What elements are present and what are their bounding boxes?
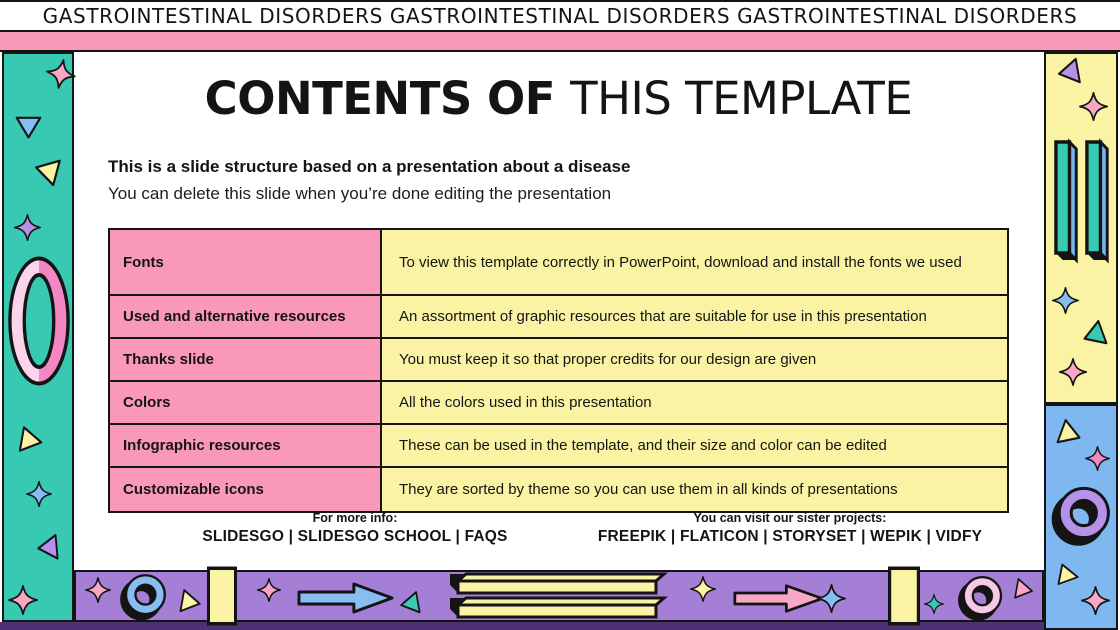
contents-table	[108, 228, 1009, 513]
page-title-bold: CONTENTS OF	[204, 72, 555, 125]
bottom-edge-strip	[0, 622, 1044, 630]
footer-sister-heading: You can visit our sister projects:	[693, 511, 887, 525]
intro-line-1: This is a slide structure based on a presentation about a disease	[108, 157, 631, 176]
table-row-label: Customizable icons	[110, 468, 382, 511]
footer-sister-projects	[570, 511, 1010, 546]
table-row	[110, 425, 1007, 468]
table-row-label: Fonts	[110, 230, 382, 294]
table-row-description: All the colors used in this presentation	[382, 382, 1007, 423]
table-row-description: They are sorted by theme so you can use them in all kinds of presentations	[382, 468, 1007, 511]
table-row	[110, 230, 1007, 296]
table-row-label: Thanks slide	[110, 339, 382, 380]
footer-info-links[interactable]: SLIDESGO | SLIDESGO SCHOOL | FAQS	[202, 528, 508, 545]
table-row-description: These can be used in the template, and their size and color can be edited	[382, 425, 1007, 466]
left-decor-strip	[2, 52, 74, 622]
table-row	[110, 296, 1007, 339]
top-banner-text: GASTROINTESTINAL DISORDERS GASTROINTESTINAL DISORDERS GASTROINTESTINAL DISORDERS	[42, 4, 1078, 28]
page-title	[75, 70, 1042, 128]
footer-more-info	[130, 511, 580, 546]
right-decor-strip-bottom	[1044, 404, 1118, 630]
table-row-description: You must keep it so that proper credits for our design are given	[382, 339, 1007, 380]
top-pink-bar	[0, 30, 1120, 52]
bottom-decor-bar	[74, 570, 1044, 622]
footer-sister-links[interactable]: FREEPIK | FLATICON | STORYSET | WEPIK | VIDFY	[597, 528, 983, 545]
intro-line-2: You can delete this slide when you’re done editing the presentation	[108, 184, 612, 203]
right-decor-strip-top	[1044, 52, 1118, 404]
table-row-description: To view this template correctly in PowerPoint, download and install the fonts we used	[382, 230, 1007, 294]
table-row-description: An assortment of graphic resources that are suitable for use in this presentation	[382, 296, 1007, 337]
table-row	[110, 468, 1007, 511]
table-row-label: Used and alternative resources	[110, 296, 382, 337]
table-row-label: Infographic resources	[110, 425, 382, 466]
table-row-label: Colors	[110, 382, 382, 423]
footer-info-heading: For more info:	[312, 511, 398, 525]
page-title-regular: THIS TEMPLATE	[570, 72, 913, 125]
table-row	[110, 382, 1007, 425]
table-row	[110, 339, 1007, 382]
